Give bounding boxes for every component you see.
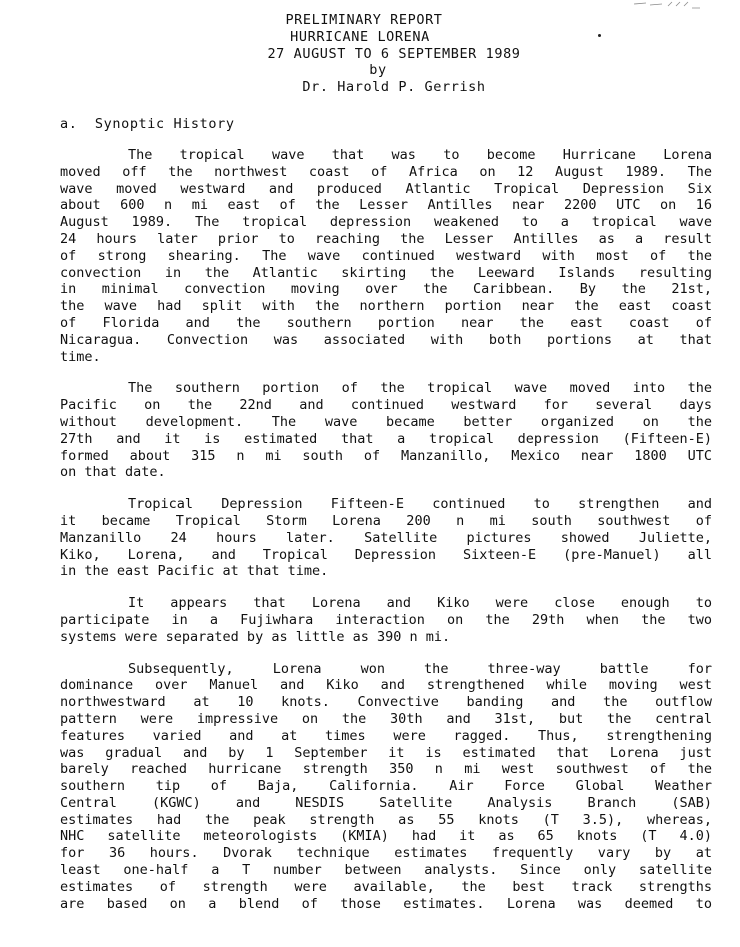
text-line: estimates had the peak strength as 55 knots (T 3.5), whereas,	[60, 811, 712, 828]
report-body	[60, 147, 712, 927]
paragraph-4	[60, 595, 712, 645]
text-line: August 1989. The tropical depression weakened to a tropical wave	[60, 214, 712, 231]
text-line: barely reached hurricane strength 350 n mi west southwest of the	[60, 761, 712, 778]
date-range: 27 AUGUST TO 6 SEPTEMBER 1989	[267, 45, 521, 62]
text-line: formed about 315 n mi south of Manzanillo, Mexico near 1800 UTC	[60, 447, 712, 464]
text-line: for 36 hours. Dvorak technique estimates frequently vary by at	[60, 845, 712, 862]
text-line: systems were separated by as little as 390 n mi.	[60, 628, 451, 645]
paragraph-2	[60, 380, 712, 481]
text-line: without development. The wave became better organized on the	[60, 413, 712, 430]
text-line: was gradual and by 1 September it is estimated that Lorena just	[60, 744, 712, 761]
paragraph-1	[60, 147, 712, 365]
text-line: the wave had split with the northern portion near the east coast	[60, 298, 712, 315]
text-line: Kiko, Lorena, and Tropical Depression Sixteen-E (pre-Manuel) all	[60, 546, 712, 563]
author-name: Dr. Harold P. Gerrish	[302, 79, 486, 96]
report-header	[0, 12, 740, 96]
text-line: wave moved westward and produced Atlantic Tropical Depression Six	[60, 180, 712, 197]
text-line: It appears that Lorena and Kiko were close enough to	[128, 595, 712, 612]
text-line: Nicaragua. Convection was associated with both portions at that	[60, 331, 712, 348]
text-line: northwestward at 10 knots. Convective banding and the outflow	[60, 694, 712, 711]
text-line: NHC satellite meteorologists (KMIA) had it as 65 knots (T 4.0)	[60, 828, 712, 845]
text-line: dominance over Manuel and Kiko and strengthened while moving west	[60, 677, 712, 694]
text-line: in the east Pacific at that time.	[60, 563, 329, 580]
report-title: PRELIMINARY REPORT	[285, 12, 443, 28]
text-line: about 600 n mi east of the Lesser Antilles near 2200 UTC on 16	[60, 197, 712, 214]
text-line: The southern portion of the tropical wave moved into the	[128, 380, 712, 397]
text-line: least one-half a T number between analysts. Since only satellite	[60, 862, 712, 879]
text-line: Subsequently, Lorena won the three-way battle for	[128, 660, 712, 677]
corner-scribble-mark	[632, 0, 702, 12]
text-line: Manzanillo 24 hours later. Satellite pictures showed Juliette,	[60, 529, 712, 546]
text-line: on that date.	[60, 464, 166, 481]
text-line: The tropical wave that was to become Hurricane Lorena	[128, 147, 712, 163]
text-line: in minimal convection moving over the Caribbean. By the 21st,	[60, 281, 712, 298]
text-line: features varied and at times were ragged. Thus, strengthening	[60, 727, 712, 744]
paragraph-3	[60, 496, 712, 580]
text-line: it became Tropical Storm Lorena 200 n mi south southwest of	[60, 512, 712, 529]
text-line: are based on a blend of those estimates. Lorena was deemed to	[60, 895, 712, 912]
hurricane-name: HURRICANE LORENA	[290, 28, 430, 45]
text-line: 27th and it is estimated that a tropical depression (Fifteen-E)	[60, 430, 712, 447]
paragraph-5	[60, 661, 712, 913]
text-line: southern tip of Baja, California. Air Force Global Weather	[60, 778, 712, 795]
text-line: time.	[60, 348, 101, 365]
text-line: 24 hours later prior to reaching the Lesser Antilles as a result	[60, 230, 712, 247]
text-line: Central (KGWC) and NESDIS Satellite Analysis Branch (SAB)	[60, 794, 712, 811]
text-line: pattern were impressive on the 30th and 31st, but the central	[60, 710, 712, 727]
text-line: Tropical Depression Fifteen-E continued to strengthen and	[128, 496, 712, 513]
section-heading: a. Synoptic History	[60, 116, 235, 132]
text-line: convection in the Atlantic skirting the Leeward Islands resulting	[60, 264, 712, 281]
text-line: participate in a Fujiwhara interaction on the 29th when the two	[60, 611, 712, 628]
text-line: moved off the northwest coast of Africa on 12 August 1989. The	[60, 163, 712, 180]
text-line: estimates of strength were available, the best track strengths	[60, 878, 712, 895]
text-line: Pacific on the 22nd and continued westward for several days	[60, 397, 712, 414]
text-line: of strong shearing. The wave continued westward with most of the	[60, 247, 712, 264]
by-line: by	[369, 62, 387, 79]
text-line: of Florida and the southern portion near the east coast of	[60, 314, 712, 331]
